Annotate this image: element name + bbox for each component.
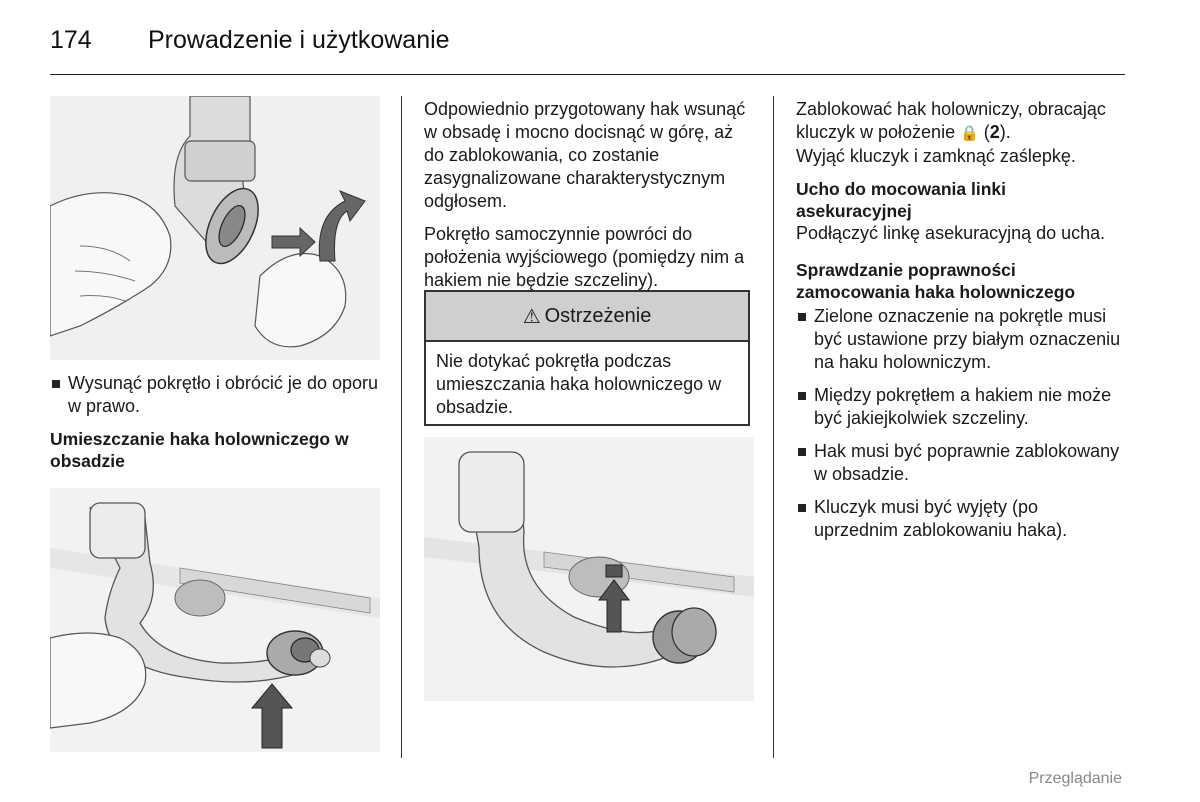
warning-header [426, 292, 748, 342]
bullet-item: Zielone oznaczenie na pokrętle musi być ustawione przy białym oznaczeniu na haku holowniczym. [796, 305, 1126, 374]
column-divider-right [773, 96, 774, 758]
paragraph: Pokrętło samoczynnie powróci do położenia wyjściowego (pomiędzy nim a hakiem nie będzie szczeliny). [424, 224, 745, 290]
hook-insert-drawing [50, 488, 380, 752]
warning-triangle-icon: ⚠ [522, 305, 541, 328]
section-heading: Ucho do mocowania linki asekuracyjnej [796, 179, 1007, 221]
section-heading: Umieszczanie haka holowniczego w obsadzie [50, 429, 349, 471]
turn-knob-drawing [50, 96, 380, 360]
bullet-item: Wysunąć pokrętło i obrócić je do oporu w prawo. [50, 372, 380, 418]
bullet-item: Między pokrętłem a hakiem nie może być jakiejkolwiek szczeliny. [796, 384, 1126, 430]
footer-section-label: Przeglądanie [1028, 770, 1122, 787]
bullet-item: Hak musi być poprawnie zablokowany w obsadzie. [796, 440, 1126, 486]
paragraph: Odpowiednio przygotowany hak wsunąć w obsadę i mocno docisnąć w górę, aż do zablokowania, co zostanie zasygnalizowane charakterystycznym odgłosem. [424, 99, 746, 211]
bullet-item: Kluczyk musi być wyjęty (po uprzednim zablokowaniu haka). [796, 496, 1126, 542]
warning-text: Nie dotykać pokrętła podczas umieszczania haka holowniczego w obsadzie. [436, 351, 722, 417]
warning-title: Ostrzeżenie [544, 304, 652, 327]
illustration-hook-locked [424, 437, 754, 701]
left-column [50, 372, 380, 472]
page-title: Prowadzenie i użytkowanie [148, 26, 450, 54]
illustration-turn-knob [50, 96, 380, 360]
hook-locked-drawing [424, 437, 754, 701]
header-divider [50, 74, 1125, 75]
paragraph: Podłączyć linkę asekuracyjną do ucha. [796, 223, 1106, 243]
paragraph: Zablokować hak holowniczy, obracając kluczyk w położenie 🔒 (2). [796, 99, 1106, 142]
right-column [796, 98, 1126, 552]
warning-box [424, 290, 750, 426]
page-number: 174 [50, 26, 92, 54]
lock-position-icon: 🔒 [960, 125, 979, 142]
lock-instruction-text: Zablokować hak holowniczy, obracając kluczyk w położenie [796, 99, 1106, 142]
paragraph: Wyjąć kluczyk i zamknąć zaślepkę. [796, 146, 1076, 166]
column-divider-left [401, 96, 402, 758]
section-heading: Sprawdzanie poprawności zamocowania haka holowniczego [796, 260, 1076, 302]
middle-column [424, 98, 754, 302]
lock-position-number: 2 [989, 122, 1000, 142]
illustration-hook-insert [50, 488, 380, 752]
